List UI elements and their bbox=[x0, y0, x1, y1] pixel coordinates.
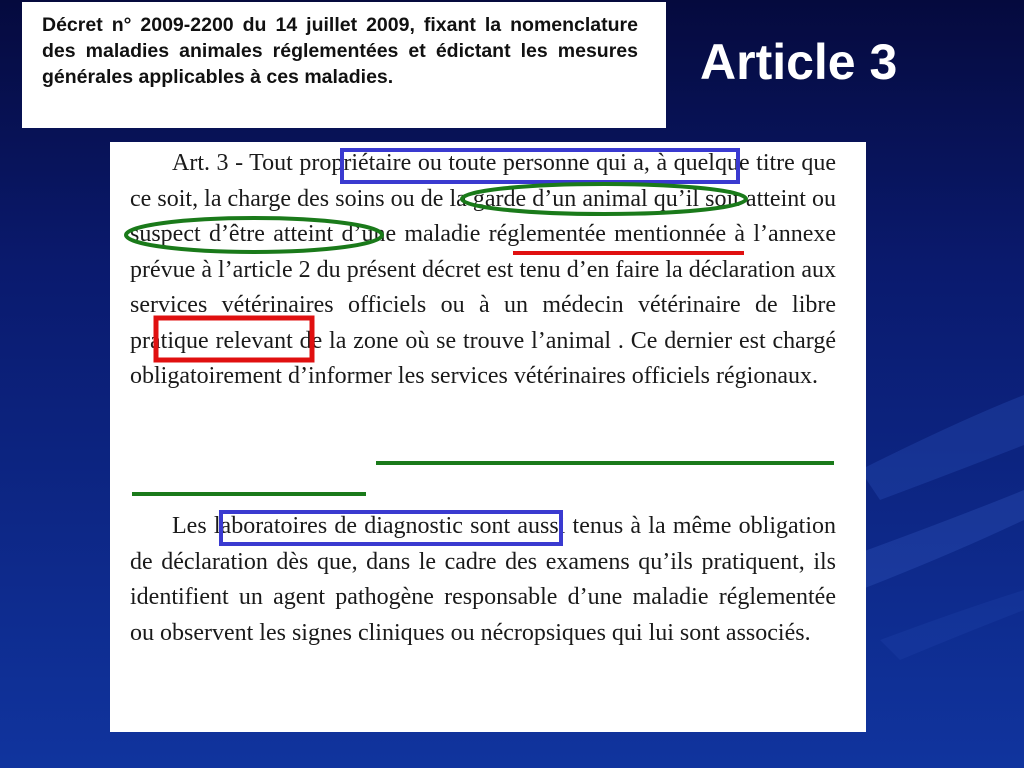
article-paragraph-1: Art. 3 - Tout propriétaire ou toute personne qui a, à quelque titre que ce soit, la charge des soins ou de la garde d’un animal qu’il soit atteint ou suspect d’être atteint d’une maladie réglementée mentionnée à l’annexe prévue à l’article 2 du présent décret est tenu d’en faire la déclaration aux services vétérinaires officiels ou à un médecin vétérinaire de libre pratique relevant de la zone où se trouve l’animal . Ce dernier est chargé obligatoirement d’informer les services vétérinaires officiels régionaux. bbox=[130, 150, 836, 389]
slide-title: Article 3 bbox=[700, 34, 898, 90]
decree-box bbox=[22, 2, 666, 128]
article-paragraph-2: Les laboratoires de diagnostic sont aussi tenus à la même obligation de déclaration dès que, dans le cadre des examens qu’ils pratiquent, ils identifient un agent pathogène responsable d’une maladie réglementée ou observent les signes cliniques ou nécropsiques qui lui sont associés. bbox=[130, 513, 836, 646]
article-excerpt bbox=[110, 142, 866, 732]
decree-title: Décret n° 2009-2200 du 14 juillet 2009, fixant la nomenclature des maladies animales réglementées et édictant les mesures générales applicables à ces maladies. bbox=[42, 14, 638, 88]
